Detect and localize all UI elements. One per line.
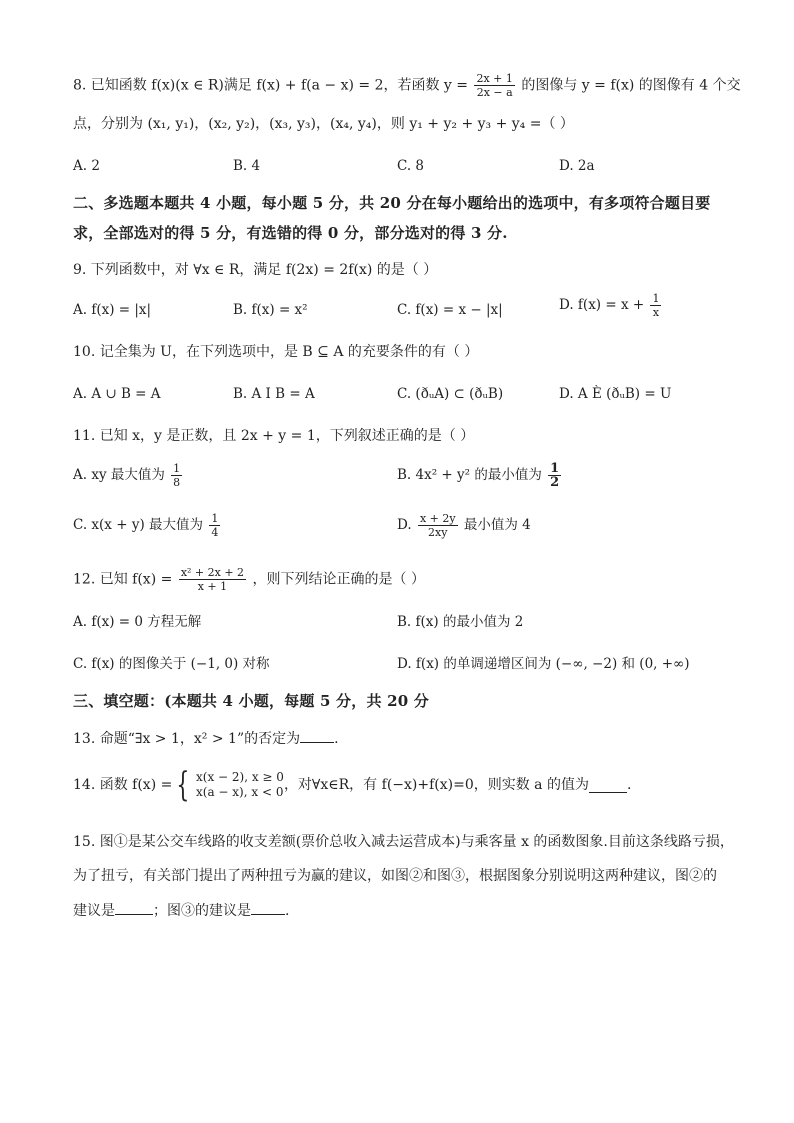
q13-line	[73, 728, 339, 749]
q12-option-c: C. f(x) 的图像关于 (−1, 0) 对称	[73, 656, 270, 672]
q11-opta-den: 8	[173, 476, 181, 489]
q13-end: .	[334, 731, 339, 747]
q14-case2: x(a − x), x < 0	[196, 785, 284, 799]
q12-stem-b: ，则下列结论正确的是（ ）	[252, 571, 425, 588]
q11-opta-num: 1	[173, 462, 181, 475]
q11-option-a	[73, 462, 184, 489]
q9-option-d-fraction	[650, 292, 661, 319]
q9-option-d	[559, 292, 663, 319]
q10-option-b: B. A I B = A	[233, 386, 315, 402]
q8-frac-den: 2x − a	[476, 86, 513, 99]
q10-option-d: D. A È (ðᵤB) = U	[559, 386, 672, 402]
q14-piecewise	[196, 770, 284, 800]
q12-option-d: D. f(x) 的单调递增区间为 (−∞, −2) 和 (0, +∞)	[397, 656, 690, 672]
q11-optc-den: 4	[211, 526, 219, 539]
q12-stem	[73, 566, 425, 593]
q15-end: .	[285, 903, 290, 919]
q11-option-d-pre: D.	[397, 517, 412, 533]
q13-answer-blank[interactable]	[300, 728, 334, 743]
q9-option-d-text: D. f(x) = x +	[559, 297, 645, 313]
q8-option-a: A. 2	[73, 158, 100, 174]
q12-option-a: A. f(x) = 0 方程无解	[73, 614, 202, 630]
q11-option-b-fraction	[548, 462, 561, 489]
q15-line3-b: ；图③的建议是	[153, 903, 251, 919]
q9-option-a: A. f(x) = |x|	[73, 302, 152, 318]
q14-answer-blank[interactable]	[589, 778, 627, 793]
q11-option-c-fraction	[209, 512, 220, 539]
q11-option-d-post: 最小值为 4	[463, 517, 531, 533]
q11-option-d-fraction	[418, 512, 458, 539]
q9-option-c: C. f(x) = x − |x|	[397, 302, 503, 318]
q9-optd-num: 1	[652, 292, 660, 305]
q11-optc-num: 1	[211, 512, 219, 525]
q10-stem: 10. 记全集为 U，在下列选项中，是 B ⊆ A 的充要条件的有（ ）	[73, 344, 479, 360]
q8-option-c: C. 8	[397, 158, 425, 174]
q14-brace: {	[176, 765, 190, 805]
section2-line2: 求，全部选对的得 5 分，有选错的得 0 分，部分选对的得 3 分.	[73, 224, 508, 242]
q8-line1-a: 8. 已知函数 f(x)(x ∈ R)满足 f(x) + f(a − x) = 2，若函数 y =	[73, 77, 469, 94]
q12-option-b: B. f(x) 的最小值为 2	[397, 614, 524, 630]
q15-answer-blank-1[interactable]	[115, 900, 153, 915]
q9-stem: 9. 下列函数中，对 ∀x ∈ R，满足 f(2x) = 2f(x) 的是（ ）	[73, 262, 438, 278]
q9-option-b: B. f(x) = x²	[233, 302, 308, 318]
q15-line3	[73, 900, 289, 921]
q9-optd-den: x	[652, 306, 660, 319]
q11-option-b-text: B. 4x² + y² 的最小值为	[397, 467, 542, 483]
q10-option-c: C. (ðᵤA) ⊂ (ðᵤB)	[397, 386, 504, 402]
q14-pre: 14. 函数 f(x) =	[73, 777, 173, 793]
q15-line1: 15. 图①是某公交车线路的收支差额(票价总收入减去运营成本)与乘客量 x 的函数图象.目前这条线路亏损，	[73, 834, 734, 850]
q10-option-a: A. A ∪ B = A	[73, 386, 161, 402]
q13-text: 13. 命题“∃x > 1，x² > 1”的否定为	[73, 731, 301, 747]
q11-option-a-text: A. xy 最大值为	[73, 467, 165, 483]
q8-option-b: B. 4	[233, 158, 261, 174]
q8-line1-b: 的图像与 y = f(x) 的图像有 4 个交	[521, 77, 741, 94]
section2-line1: 二、多选题本题共 4 小题，每小题 5 分，共 20 分在每小题给出的选项中，有多项符合题目要	[73, 194, 711, 212]
q11-optd-den: 2xy	[428, 526, 448, 539]
q11-option-a-fraction	[171, 462, 182, 489]
q8-line1	[73, 72, 741, 99]
q11-option-d	[397, 512, 531, 539]
q11-optb-num: 1	[550, 461, 560, 476]
q8-frac-num: 2x + 1	[476, 72, 513, 85]
q14-case1: x(x − 2), x ≥ 0	[196, 770, 284, 784]
q12-frac-num: x² + 2x + 2	[180, 566, 245, 579]
q12-fraction	[179, 566, 246, 593]
q11-option-c	[73, 512, 222, 539]
q11-optb-den: 2	[550, 475, 560, 490]
q14-post: ，对∀x∈R，有 f(−x)+f(x)=0，则实数 a 的值为	[283, 777, 589, 793]
q15-line3-a: 建议是	[73, 903, 115, 919]
q12-stem-a: 12. 已知 f(x) =	[73, 571, 173, 588]
q12-frac-den: x + 1	[197, 580, 228, 593]
q8-fraction	[474, 72, 514, 99]
q11-optd-num: x + 2y	[419, 512, 456, 525]
q8-option-d: D. 2a	[559, 158, 595, 174]
q11-option-b	[397, 462, 563, 489]
q11-stem: 11. 已知 x，y 是正数，且 2x + y = 1，下列叙述正确的是（ ）	[73, 428, 475, 444]
q8-line2: 点，分别为 (x₁, y₁)，(x₂, y₂)，(x₃, y₃)，(x₄, y₄)，则 y₁ + y₂ + y₃ + y₄ =（ ）	[73, 116, 574, 132]
q14-line	[73, 765, 632, 805]
section3-title: 三、填空题：(本题共 4 小题，每题 5 分，共 20 分	[73, 692, 429, 710]
q15-answer-blank-2[interactable]	[251, 900, 285, 915]
q11-option-c-text: C. x(x + y) 最大值为	[73, 517, 204, 533]
q14-end: .	[626, 777, 632, 793]
q15-line2: 为了扭亏，有关部门提出了两种扭亏为赢的建议，如图②和图③，根据图象分别说明这两种建议，图②的	[73, 868, 717, 884]
